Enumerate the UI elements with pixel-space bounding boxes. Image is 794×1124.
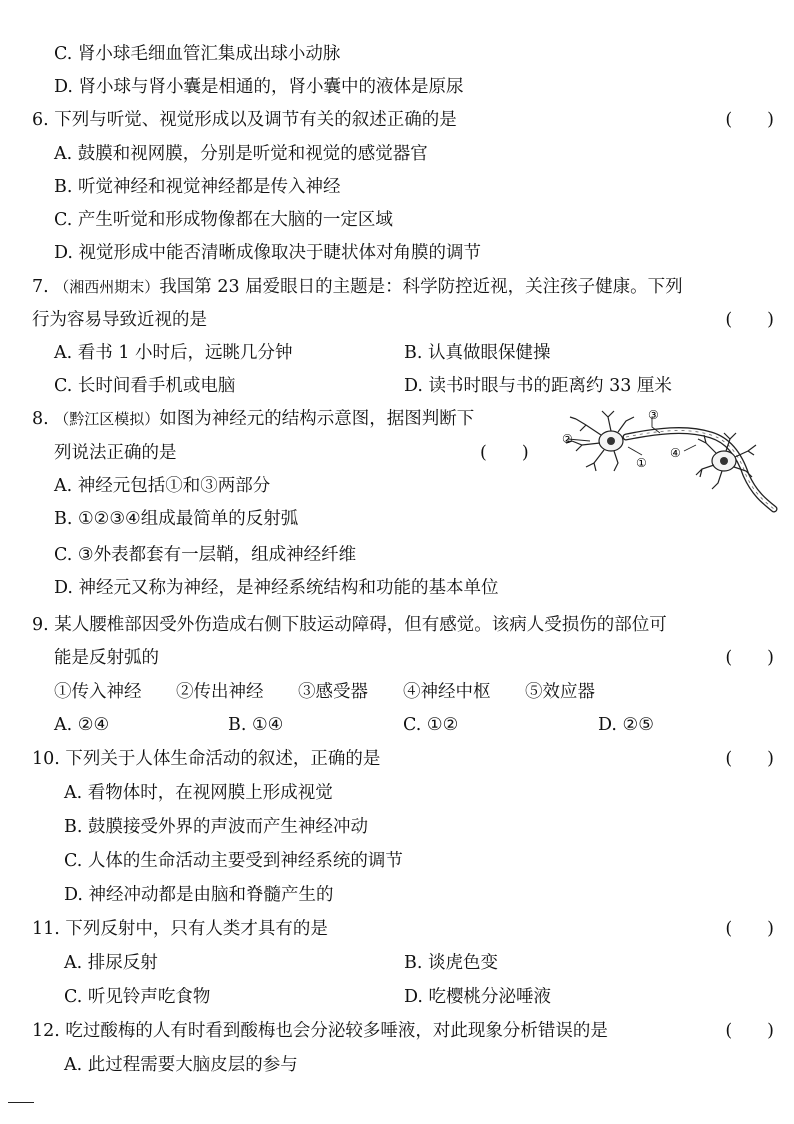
label-4: ④ bbox=[670, 446, 681, 460]
q9-option-b: B. ①④ bbox=[228, 715, 284, 735]
q10-stem: 10. 下列关于人体生命活动的叙述，正确的是 bbox=[32, 749, 381, 769]
q6-option-b: B. 听觉神经和视觉神经都是传入神经 bbox=[54, 177, 341, 197]
q10-option-c: C. 人体的生命活动主要受到神经系统的调节 bbox=[64, 851, 403, 871]
q9-item-4: ④神经中枢 bbox=[403, 682, 491, 702]
label-3: ③ bbox=[648, 408, 659, 422]
q10-answer-blank[interactable]: ( ) bbox=[725, 749, 774, 769]
neuron-diagram bbox=[556, 405, 778, 515]
q8-source: （黔江区模拟） bbox=[54, 410, 160, 428]
q10-option-d: D. 神经冲动都是由脑和脊髓产生的 bbox=[64, 885, 334, 905]
q9-option-a: A. ②④ bbox=[54, 715, 110, 735]
q8-option-b: B. ①②③④组成最简单的反射弧 bbox=[54, 509, 299, 529]
q8-number: 8. bbox=[32, 409, 55, 429]
q9-item-3: ③感受器 bbox=[298, 682, 368, 702]
q8-stem-line1 bbox=[32, 408, 474, 430]
q5-option-c: C. 肾小球毛细血管汇集成出球小动脉 bbox=[54, 44, 341, 64]
label-2: ② bbox=[562, 432, 573, 446]
q9-stem-line2: 能是反射弧的 bbox=[54, 648, 159, 668]
q6-option-a: A. 鼓膜和视网膜，分别是听觉和视觉的感觉器官 bbox=[54, 144, 428, 164]
q9-answer-blank[interactable]: ( ) bbox=[725, 648, 774, 668]
q7-option-c: C. 长时间看手机或电脑 bbox=[54, 376, 236, 396]
q10-option-b: B. 鼓膜接受外界的声波而产生神经冲动 bbox=[64, 817, 368, 837]
q11-answer-blank[interactable]: ( ) bbox=[725, 919, 774, 939]
q5-option-d: D. 肾小球与肾小囊是相通的，肾小囊中的液体是原尿 bbox=[54, 77, 464, 97]
q9-option-c: C. ①② bbox=[403, 715, 459, 735]
q7-stem-text: 我国第 23 届爱眼日的主题是：科学防控近视，关注孩子健康。下列 bbox=[159, 277, 683, 297]
q9-item-2: ②传出神经 bbox=[176, 682, 264, 702]
q7-option-b: B. 认真做眼保健操 bbox=[404, 343, 551, 363]
q11-option-c: C. 听见铃声吃食物 bbox=[64, 987, 211, 1007]
q7-stem-line1 bbox=[32, 276, 683, 298]
q8-stem-line2: 列说法正确的是 bbox=[54, 443, 177, 463]
q7-answer-blank[interactable]: ( ) bbox=[725, 310, 774, 330]
q8-option-d: D. 神经元又称为神经，是神经系统结构和功能的基本单位 bbox=[54, 578, 499, 598]
q6-option-c: C. 产生听觉和形成物像都在大脑的一定区域 bbox=[54, 210, 393, 230]
q7-option-d: D. 读书时眼与书的距离约 33 厘米 bbox=[404, 376, 672, 396]
q12-option-a: A. 此过程需要大脑皮层的参与 bbox=[64, 1055, 298, 1075]
q8-answer-blank[interactable]: ( ) bbox=[480, 443, 529, 463]
q9-stem-line1: 9. 某人腰椎部因受外伤造成右侧下肢运动障碍，但有感觉。该病人受损伤的部位可 bbox=[32, 615, 667, 635]
q7-source: （湘西州期末） bbox=[54, 278, 160, 296]
q8-option-a: A. 神经元包括①和③两部分 bbox=[54, 476, 271, 496]
q11-stem: 11. 下列反射中，只有人类才具有的是 bbox=[32, 919, 328, 939]
q12-answer-blank[interactable]: ( ) bbox=[725, 1021, 774, 1041]
q7-stem-line2: 行为容易导致近视的是 bbox=[32, 310, 207, 330]
q11-option-a: A. 排尿反射 bbox=[64, 953, 158, 973]
q7-option-a: A. 看书 1 小时后，远眺几分钟 bbox=[54, 343, 293, 363]
q11-option-b: B. 谈虎色变 bbox=[404, 953, 498, 973]
q7-number: 7. bbox=[32, 277, 55, 297]
q11-option-d: D. 吃樱桃分泌唾液 bbox=[404, 987, 552, 1007]
q6-stem: 6. 下列与听觉、视觉形成以及调节有关的叙述正确的是 bbox=[32, 110, 457, 130]
q8-stem-text: 如图为神经元的结构示意图，据图判断下 bbox=[159, 409, 475, 429]
q12-stem: 12. 吃过酸梅的人有时看到酸梅也会分泌较多唾液，对此现象分析错误的是 bbox=[32, 1021, 608, 1041]
label-1: ① bbox=[636, 456, 647, 470]
q10-option-a: A. 看物体时，在视网膜上形成视觉 bbox=[64, 783, 333, 803]
page-corner-mark bbox=[8, 1102, 34, 1103]
q8-option-c: C. ③外表都套有一层鞘，组成神经纤维 bbox=[54, 545, 357, 565]
q6-answer-blank[interactable]: ( ) bbox=[725, 110, 774, 130]
q6-option-d: D. 视觉形成中能否清晰成像取决于睫状体对角膜的调节 bbox=[54, 243, 482, 263]
q9-item-5: ⑤效应器 bbox=[525, 682, 595, 702]
q9-item-1: ①传入神经 bbox=[54, 682, 142, 702]
q9-option-d: D. ②⑤ bbox=[598, 715, 654, 735]
